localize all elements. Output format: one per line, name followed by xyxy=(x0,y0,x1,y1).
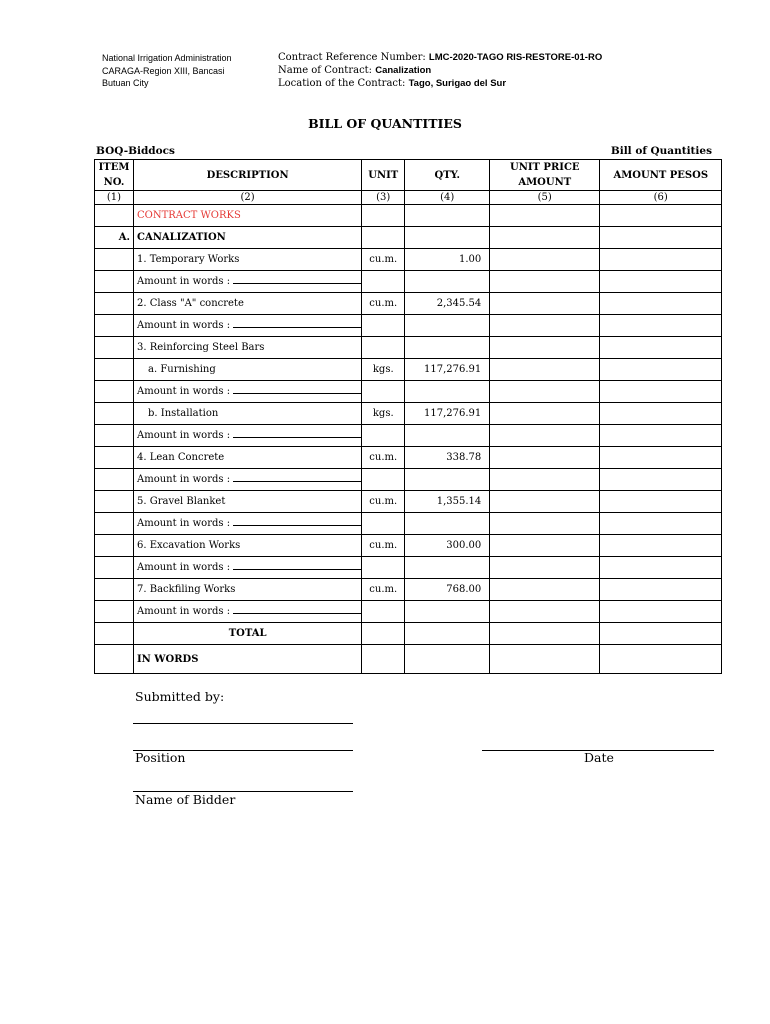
total-amount-cell[interactable] xyxy=(600,623,722,645)
unit-price-cell[interactable] xyxy=(490,293,600,315)
unit-price-cell[interactable] xyxy=(490,535,600,557)
group-row xyxy=(95,227,722,249)
position-label: Position xyxy=(135,750,186,765)
unit-price-cell[interactable] xyxy=(490,491,600,513)
amount-cell[interactable] xyxy=(600,359,722,381)
boq-code: BOQ-Biddocs xyxy=(96,145,175,157)
section-row xyxy=(95,205,722,227)
org-city: Butuan City xyxy=(102,78,149,88)
bidder-name-label: Name of Bidder xyxy=(135,792,236,807)
date-label: Date xyxy=(584,750,614,765)
contract-name: Name of Contract: Canalization xyxy=(278,65,432,76)
column-number-row: (1) (2) (3) (4) (5) (6) xyxy=(95,191,722,205)
page-title: BILL OF QUANTITIES xyxy=(308,116,462,131)
contract-info xyxy=(278,51,602,90)
unit-price-cell[interactable] xyxy=(490,249,600,271)
contract-reference: Contract Reference Number: LMC-2020-TAGO RIS-RESTORE-01-RO xyxy=(278,52,603,63)
table-row: 5. Gravel Blanket cu.m. 1,355.14 xyxy=(95,491,722,513)
amount-in-words-row: Amount in words : xyxy=(95,425,722,447)
amount-in-words-row: Amount in words : xyxy=(95,315,722,337)
unit-price-cell[interactable] xyxy=(490,579,600,601)
col-item-no: ITEM NO. xyxy=(95,160,134,191)
total-in-words-cell[interactable] xyxy=(600,645,722,674)
in-words-label: IN WORDS xyxy=(134,645,362,674)
amount-cell[interactable] xyxy=(600,491,722,513)
amount-cell[interactable] xyxy=(600,403,722,425)
group-title: CANALIZATION xyxy=(134,227,362,249)
table-row: 3. Reinforcing Steel Bars xyxy=(95,337,722,359)
section-title: CONTRACT WORKS xyxy=(134,205,362,227)
group-number: A. xyxy=(95,227,134,249)
table-row: 1. Temporary Works cu.m. 1.00 xyxy=(95,249,722,271)
table-row: a. Furnishing kgs. 117,276.91 xyxy=(95,359,722,381)
col-qty: QTY. xyxy=(405,160,490,191)
table-row: 6. Excavation Works cu.m. 300.00 xyxy=(95,535,722,557)
col-amount: AMOUNT PESOS xyxy=(600,160,722,191)
amount-in-words-row: Amount in words : xyxy=(95,381,722,403)
amount-in-words-row: Amount in words : xyxy=(95,469,722,491)
table-row: 7. Backfiling Works cu.m. 768.00 xyxy=(95,579,722,601)
amount-cell[interactable] xyxy=(600,579,722,601)
table-row: 2. Class "A" concrete cu.m. 2,345.54 xyxy=(95,293,722,315)
table-row: b. Installation kgs. 117,276.91 xyxy=(95,403,722,425)
in-words-row xyxy=(95,645,722,674)
table-header-row xyxy=(95,160,722,191)
total-row xyxy=(95,623,722,645)
table-row: 4. Lean Concrete cu.m. 338.78 xyxy=(95,447,722,469)
unit-price-cell[interactable] xyxy=(490,403,600,425)
col-unit-price: UNIT PRICE AMOUNT xyxy=(490,160,600,191)
amount-cell[interactable] xyxy=(600,447,722,469)
amount-in-words-row: Amount in words : xyxy=(95,271,722,293)
submitted-by-label: Submitted by: xyxy=(135,689,225,704)
org-region: CARAGA-Region XIII, Bancasi xyxy=(102,65,225,76)
boq-label: Bill of Quantities xyxy=(610,145,712,157)
total-label: TOTAL xyxy=(134,623,362,645)
organization-block xyxy=(102,52,232,90)
amount-cell[interactable] xyxy=(600,249,722,271)
col-unit: UNIT xyxy=(362,160,405,191)
unit-price-cell[interactable] xyxy=(490,447,600,469)
amount-in-words-row: Amount in words : xyxy=(95,601,722,623)
signature-line[interactable] xyxy=(133,723,353,724)
amount-cell[interactable] xyxy=(600,293,722,315)
amount-cell[interactable] xyxy=(600,535,722,557)
bill-of-quantities-table xyxy=(94,159,722,674)
contract-location: Location of the Contract: Tago, Surigao del Sur xyxy=(278,78,507,89)
unit-price-cell[interactable] xyxy=(490,359,600,381)
org-name: National Irrigation Administration xyxy=(102,53,232,63)
col-description: DESCRIPTION xyxy=(134,160,362,191)
amount-in-words-row: Amount in words : xyxy=(95,513,722,535)
amount-in-words-row: Amount in words : xyxy=(95,557,722,579)
